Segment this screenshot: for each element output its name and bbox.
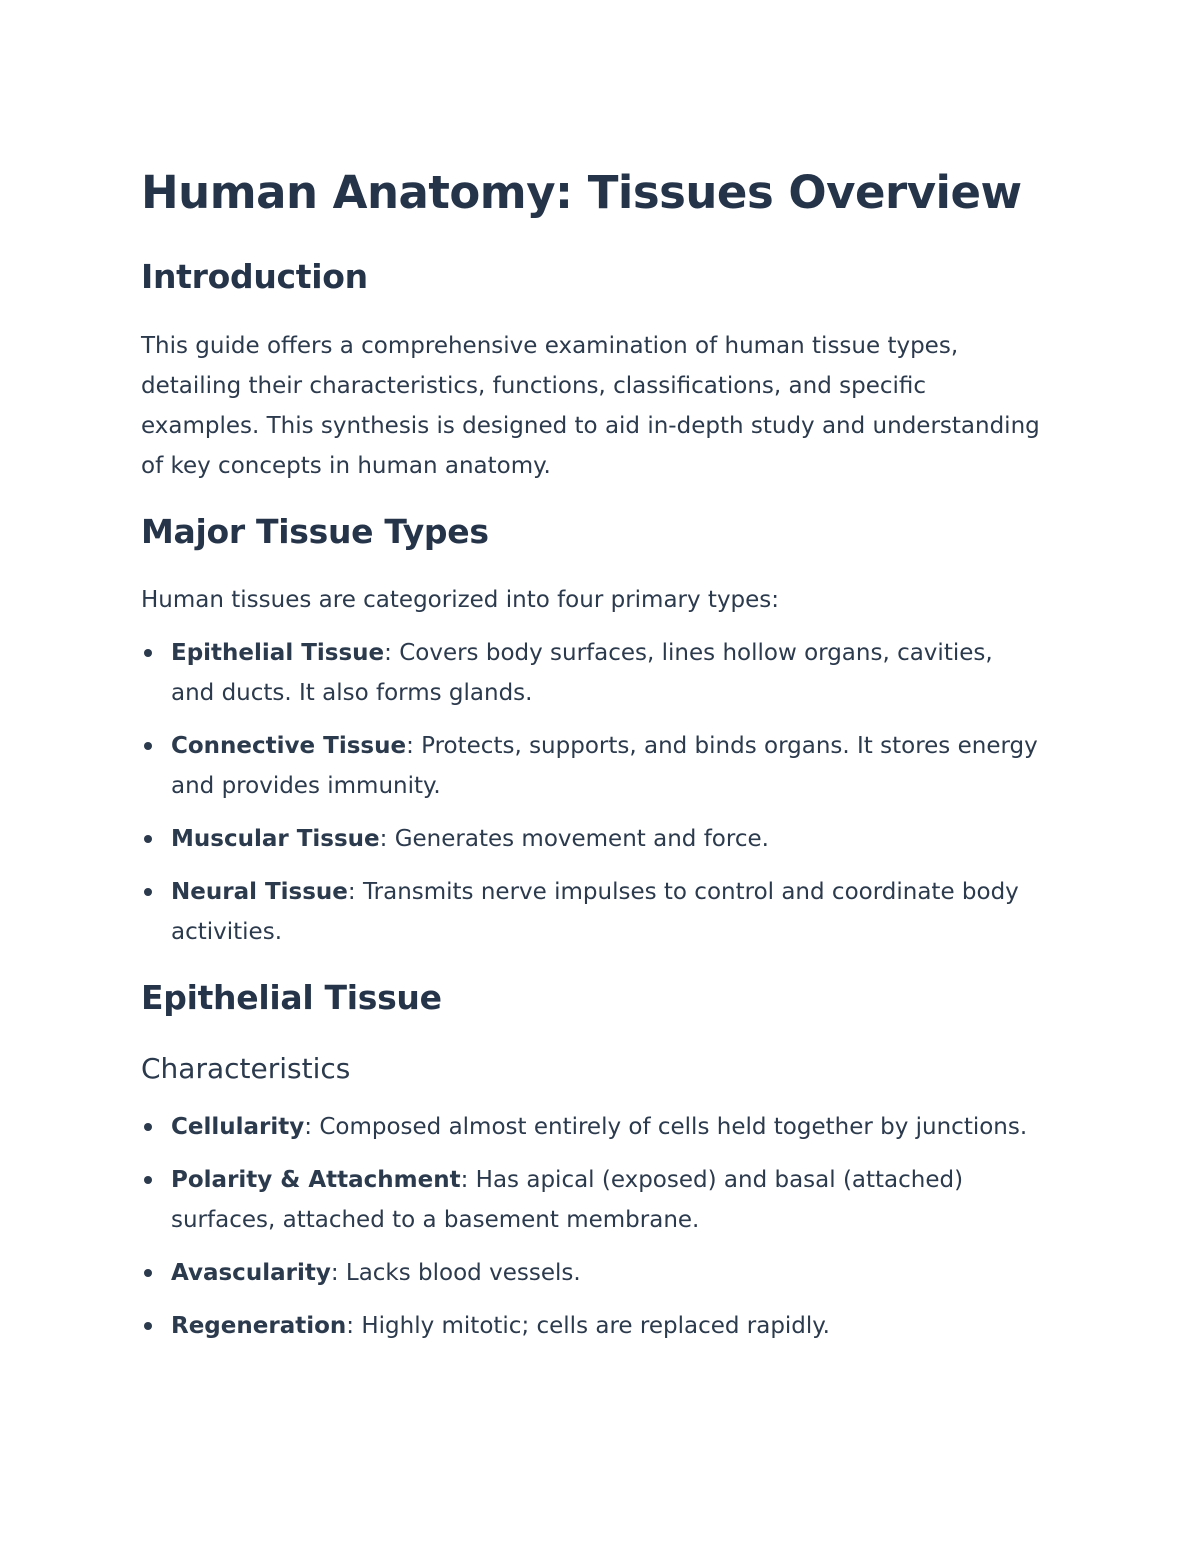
characteristics-subheading: Characteristics — [141, 1052, 351, 1085]
list-item-separator: : — [460, 1167, 476, 1193]
major-tissue-types-list — [141, 633, 1041, 965]
list-item-separator: : — [347, 879, 363, 905]
list-item-text: Transmits nerve impulses to control and coordinate body activities. — [171, 879, 1019, 945]
major-tissue-types-intro: Human tissues are categorized into four primary types: — [141, 587, 780, 613]
major-tissue-types-heading: Major Tissue Types — [141, 512, 489, 551]
list-item-separator: : — [346, 1313, 362, 1339]
introduction-paragraph: This guide offers a comprehensive examination of human tissue types, detailing their characteristics, functions, classifications, and specific examples. This synthesis is designed to aid in-depth study and understanding of key concepts in human anatomy. — [141, 333, 1040, 479]
list-item-regeneration — [141, 1306, 1041, 1346]
bullet-icon — [144, 1123, 152, 1131]
list-item-text: Highly mitotic; cells are replaced rapidly. — [361, 1313, 830, 1339]
bullet-icon — [144, 888, 152, 896]
list-item-connective-tissue — [141, 726, 1041, 806]
list-item-term: Avascularity — [171, 1260, 331, 1286]
bullet-icon — [144, 649, 152, 657]
document-title: Human Anatomy: Tissues Overview — [141, 166, 1022, 219]
list-item-text: Has apical (exposed) and basal (attached) surfaces, attached to a basement membrane. — [171, 1167, 964, 1233]
list-item-separator: : — [379, 826, 395, 852]
list-item-term: Regeneration — [171, 1313, 347, 1339]
epithelial-characteristics-list — [141, 1107, 1041, 1359]
list-item-term: Polarity & Attachment — [171, 1167, 461, 1193]
bullet-icon — [144, 1269, 152, 1277]
epithelial-tissue-heading: Epithelial Tissue — [141, 978, 442, 1017]
list-item-cellularity — [141, 1107, 1041, 1147]
list-item-term: Cellularity — [171, 1114, 305, 1140]
list-item-text: Composed almost entirely of cells held together by junctions. — [319, 1114, 1028, 1140]
list-item-separator: : — [304, 1114, 320, 1140]
list-item-separator: : — [384, 640, 400, 666]
bullet-icon — [144, 1176, 152, 1184]
list-item-term: Muscular Tissue — [171, 826, 380, 852]
list-item-neural-tissue — [141, 872, 1041, 952]
list-item-text: Lacks blood vessels. — [345, 1260, 581, 1286]
list-item-polarity-attachment — [141, 1160, 1041, 1240]
bullet-icon — [144, 835, 152, 843]
bullet-icon — [144, 742, 152, 750]
list-item-text: Covers body surfaces, lines hollow organs, cavities, and ducts. It also forms glands. — [171, 640, 993, 706]
list-item-term: Epithelial Tissue — [171, 640, 385, 666]
list-item-separator: : — [406, 733, 422, 759]
list-item-separator: : — [330, 1260, 346, 1286]
introduction-heading: Introduction — [141, 257, 368, 296]
list-item-epithelial-tissue — [141, 633, 1041, 713]
list-item-term: Connective Tissue — [171, 733, 407, 759]
list-item-avascularity — [141, 1253, 1041, 1293]
list-item-term: Neural Tissue — [171, 879, 348, 905]
list-item-text: Protects, supports, and binds organs. It stores energy and provides immunity. — [171, 733, 1038, 799]
bullet-icon — [144, 1322, 152, 1330]
list-item-text: Generates movement and force. — [394, 826, 769, 852]
list-item-muscular-tissue — [141, 819, 1041, 859]
